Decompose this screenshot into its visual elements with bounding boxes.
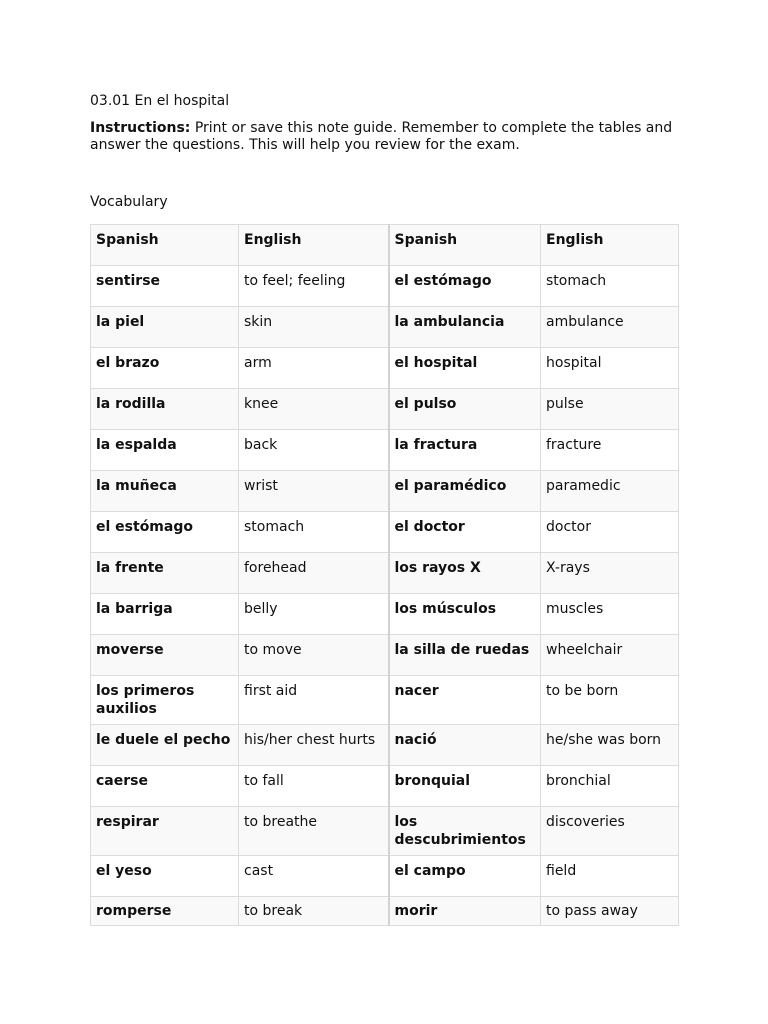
english-translation-cell: back	[239, 430, 389, 471]
table-row	[91, 856, 679, 897]
spanish-term-cell: la piel	[91, 307, 239, 348]
english-translation-cell: to fall	[239, 766, 389, 807]
english-translation-cell: knee	[239, 389, 389, 430]
english-translation-cell: forehead	[239, 553, 389, 594]
english-translation-cell: wheelchair	[541, 635, 679, 676]
header-cell-english-2: English	[541, 225, 679, 266]
english-translation-cell: pulse	[541, 389, 679, 430]
table-row	[91, 807, 679, 856]
spanish-term-cell: la muñeca	[91, 471, 239, 512]
english-translation-cell: to be born	[541, 676, 679, 725]
english-translation-cell: to pass away	[541, 897, 679, 926]
spanish-term-cell: romperse	[91, 897, 239, 926]
spanish-term-cell: los descubrimientos	[389, 807, 541, 856]
spanish-term-cell: la silla de ruedas	[389, 635, 541, 676]
english-translation-cell: bronchial	[541, 766, 679, 807]
english-translation-cell: fracture	[541, 430, 679, 471]
spanish-term-cell: el doctor	[389, 512, 541, 553]
english-translation-cell: ambulance	[541, 307, 679, 348]
table-row	[91, 471, 679, 512]
instructions-label: Instructions:	[90, 120, 191, 136]
english-translation-cell: cast	[239, 856, 389, 897]
spanish-term-cell: el campo	[389, 856, 541, 897]
english-translation-cell: to move	[239, 635, 389, 676]
spanish-term-cell: los músculos	[389, 594, 541, 635]
spanish-term-cell: el estómago	[389, 266, 541, 307]
header-cell-spanish-2: Spanish	[389, 225, 541, 266]
spanish-term-cell: la fractura	[389, 430, 541, 471]
spanish-term-cell: el paramédico	[389, 471, 541, 512]
spanish-term-cell: nació	[389, 725, 541, 766]
english-translation-cell: X-rays	[541, 553, 679, 594]
table-row	[91, 389, 679, 430]
table-row	[91, 553, 679, 594]
header-cell-english-1: English	[239, 225, 389, 266]
spanish-term-cell: caerse	[91, 766, 239, 807]
english-translation-cell: discoveries	[541, 807, 679, 856]
english-translation-cell: belly	[239, 594, 389, 635]
spanish-term-cell: el brazo	[91, 348, 239, 389]
header-cell-spanish-1: Spanish	[91, 225, 239, 266]
table-row	[91, 676, 679, 725]
spanish-term-cell: el estómago	[91, 512, 239, 553]
english-translation-cell: to feel; feeling	[239, 266, 389, 307]
english-translation-cell: he/she was born	[541, 725, 679, 766]
document-page	[90, 92, 678, 926]
table-row	[91, 430, 679, 471]
table-header-row	[91, 225, 679, 266]
document-title: 03.01 En el hospital	[90, 93, 230, 109]
spanish-term-cell: sentirse	[91, 266, 239, 307]
english-translation-cell: his/her chest hurts	[239, 725, 389, 766]
english-translation-cell: doctor	[541, 512, 679, 553]
spanish-term-cell: el yeso	[91, 856, 239, 897]
spanish-term-cell: le duele el pecho	[91, 725, 239, 766]
english-translation-cell: to break	[239, 897, 389, 926]
spanish-term-cell: morir	[389, 897, 541, 926]
instructions-text: Print or save this note guide. Remember to complete the tables and answer the questions. This will help you review for the exam.	[90, 120, 673, 153]
instructions-paragraph	[90, 120, 676, 154]
table-row	[91, 766, 679, 807]
vocabulary-table-body	[91, 225, 679, 926]
spanish-term-cell: la espalda	[91, 430, 239, 471]
table-row	[91, 266, 679, 307]
spanish-term-cell: la ambulancia	[389, 307, 541, 348]
english-translation-cell: paramedic	[541, 471, 679, 512]
vocabulary-heading: Vocabulary	[90, 194, 168, 210]
english-translation-cell: first aid	[239, 676, 389, 725]
english-translation-cell: stomach	[239, 512, 389, 553]
table-row	[91, 725, 679, 766]
english-translation-cell: skin	[239, 307, 389, 348]
spanish-term-cell: los primeros auxilios	[91, 676, 239, 725]
vocabulary-table	[90, 224, 679, 926]
table-row	[91, 348, 679, 389]
spanish-term-cell: el hospital	[389, 348, 541, 389]
english-translation-cell: wrist	[239, 471, 389, 512]
spanish-term-cell: nacer	[389, 676, 541, 725]
english-translation-cell: muscles	[541, 594, 679, 635]
english-translation-cell: arm	[239, 348, 389, 389]
table-row	[91, 512, 679, 553]
english-translation-cell: field	[541, 856, 679, 897]
table-row	[91, 307, 679, 348]
english-translation-cell: to breathe	[239, 807, 389, 856]
spanish-term-cell: la barriga	[91, 594, 239, 635]
english-translation-cell: stomach	[541, 266, 679, 307]
spanish-term-cell: los rayos X	[389, 553, 541, 594]
table-row	[91, 635, 679, 676]
spanish-term-cell: moverse	[91, 635, 239, 676]
spanish-term-cell: el pulso	[389, 389, 541, 430]
english-translation-cell: hospital	[541, 348, 679, 389]
spanish-term-cell: la rodilla	[91, 389, 239, 430]
spanish-term-cell: la frente	[91, 553, 239, 594]
spanish-term-cell: respirar	[91, 807, 239, 856]
table-row	[91, 594, 679, 635]
spanish-term-cell: bronquial	[389, 766, 541, 807]
table-row	[91, 897, 679, 926]
